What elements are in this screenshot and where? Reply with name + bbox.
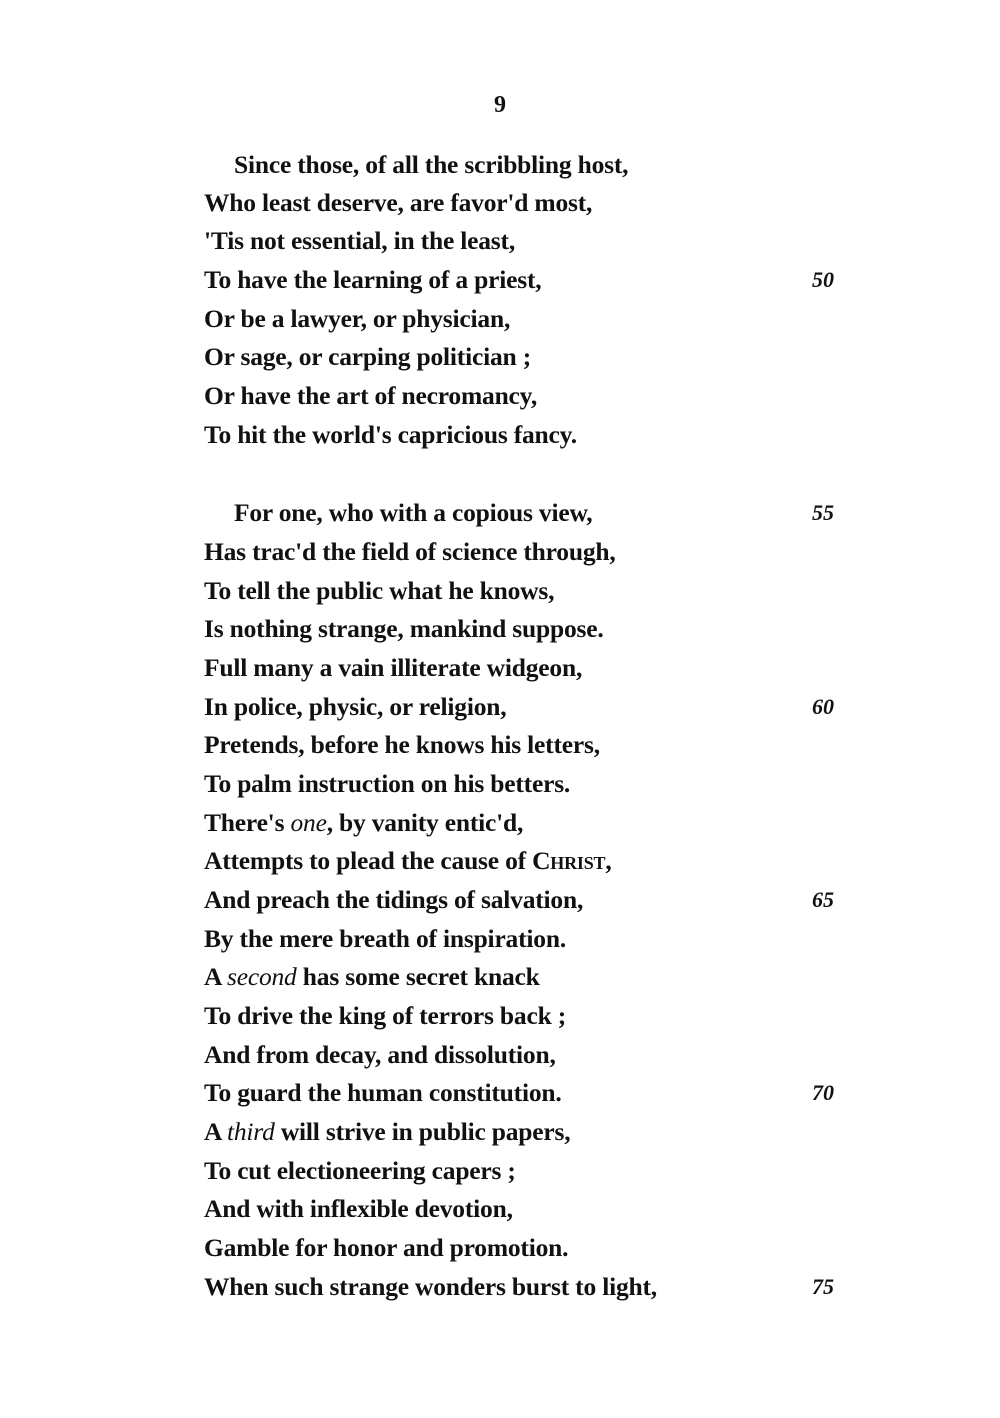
verse-line: Has trac'd the field of science through, xyxy=(204,537,616,566)
verse-line xyxy=(204,1117,570,1147)
verse-text: There's xyxy=(204,808,291,837)
verse-line xyxy=(204,962,540,992)
verse-line: To drive the king of terrors back ; xyxy=(204,1001,567,1030)
verse-line: Who least deserve, are favor'd most, xyxy=(204,188,593,217)
verse-line: And with inflexible devotion, xyxy=(204,1194,513,1223)
verse-line: For one, who with a copious view, xyxy=(234,498,593,527)
verse-line: Pretends, before he knows his letters, xyxy=(204,730,600,759)
verse-line: To hit the world's capricious fancy. xyxy=(204,420,577,449)
verse-text: Attempts to plead the cause of xyxy=(204,846,533,875)
small-caps-word: Christ xyxy=(532,846,606,875)
verse-line: Is nothing strange, mankind suppose. xyxy=(204,614,604,643)
line-number: 65 xyxy=(812,887,834,912)
verse-line: Since those, of all the scribbling host, xyxy=(234,150,629,179)
line-number: 70 xyxy=(812,1080,834,1105)
verse-text: A xyxy=(204,962,227,991)
verse-line: Full many a vain illiterate widgeon, xyxy=(204,653,583,682)
line-number: 75 xyxy=(812,1274,834,1299)
verse-line: To palm instruction on his betters. xyxy=(204,769,571,798)
verse-line: Or have the art of necromancy, xyxy=(204,381,537,410)
verse-text: will strive in public papers, xyxy=(274,1117,571,1146)
line-number: 55 xyxy=(812,500,834,525)
verse-line: 'Tis not essential, in the least, xyxy=(204,226,515,255)
verse-line xyxy=(204,846,612,876)
verse-line: And from decay, and dissolution, xyxy=(204,1040,556,1069)
verse-line: In police, physic, or religion, xyxy=(204,692,507,721)
verse-text: , xyxy=(605,846,612,875)
line-number: 50 xyxy=(812,267,834,292)
verse-line: To cut electioneering capers ; xyxy=(204,1156,516,1185)
verse-line: Gamble for honor and promotion. xyxy=(204,1233,569,1262)
verse-line: When such strange wonders burst to light, xyxy=(204,1272,657,1301)
page-number: 9 xyxy=(494,92,506,118)
emphasized-word: third xyxy=(226,1117,275,1146)
verse-line: By the mere breath of inspiration. xyxy=(204,924,566,953)
verse-text: has some secret knack xyxy=(296,962,540,991)
emphasized-word: one xyxy=(290,808,327,837)
verse-line: To have the learning of a priest, xyxy=(204,265,542,294)
verse-text: A xyxy=(204,1117,227,1146)
verse-line: Or be a lawyer, or physician, xyxy=(204,304,511,333)
emphasized-word: second xyxy=(226,962,297,991)
verse-line: To guard the human constitution. xyxy=(204,1078,562,1107)
verse-line: Or sage, or carping politician ; xyxy=(204,342,531,371)
verse-text: , by vanity entic'd, xyxy=(326,808,524,837)
verse-line: And preach the tidings of salvation, xyxy=(204,885,584,914)
verse-line xyxy=(204,808,523,838)
verse-line: To tell the public what he knows, xyxy=(204,576,555,605)
line-number: 60 xyxy=(812,694,834,719)
